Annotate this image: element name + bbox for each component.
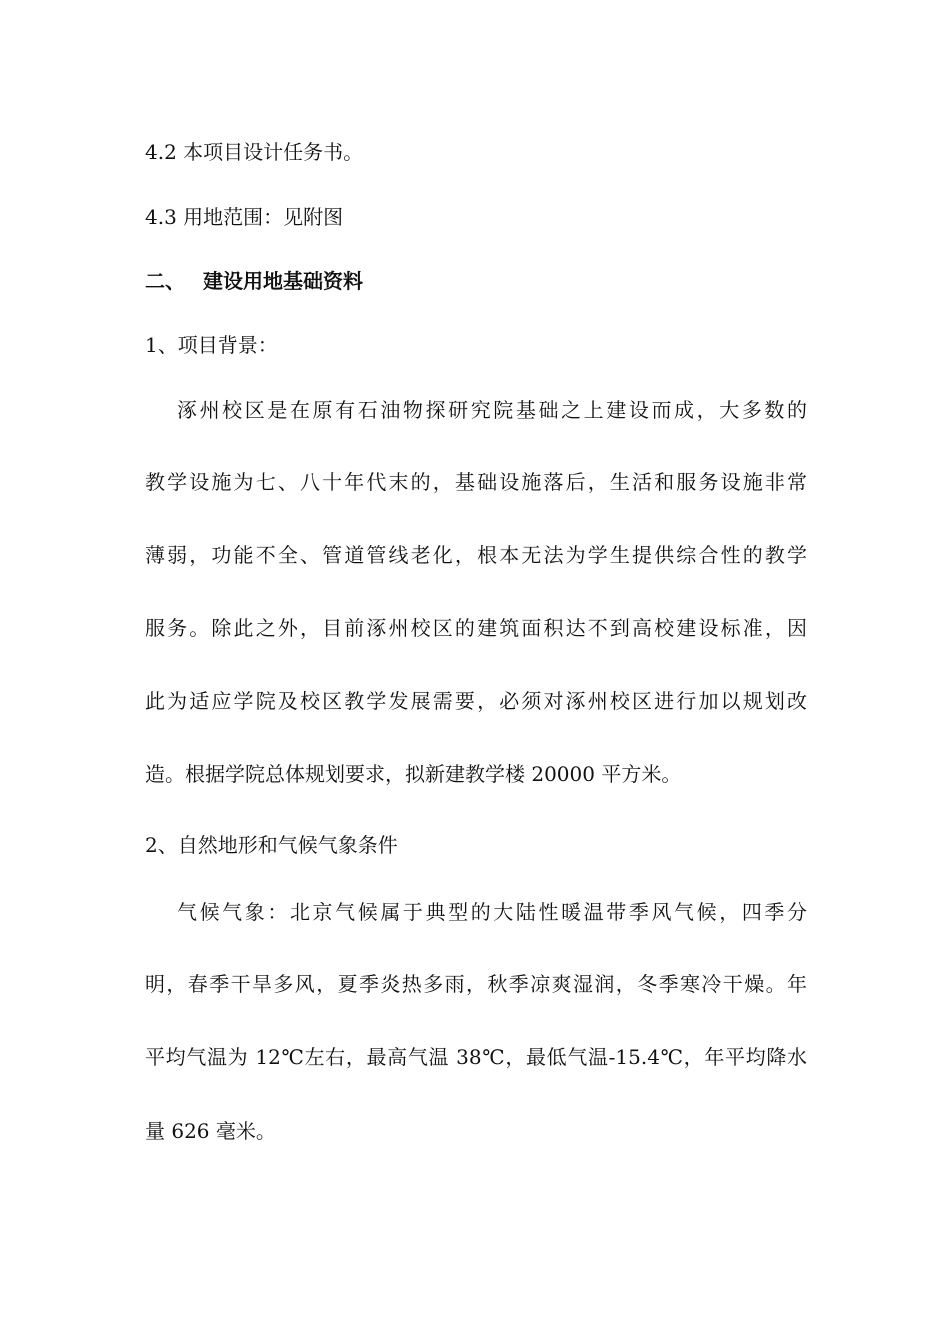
paragraph-line: 气候气象：北京气候属于典型的大陆性暖温带季风气候，四季分 — [177, 900, 807, 924]
paragraph-line: 明，春季干旱多风，夏季炎热多雨，秋季凉爽湿润，冬季寒冷干燥。年 — [145, 972, 807, 996]
paragraph-line: 平均气温为 12℃左右，最高气温 38℃，最低气温-15.4℃，年平均降水 — [145, 1045, 807, 1069]
paragraph-line: 教学设施为七、八十年代末的，基础设施落后，生活和服务设施非常 — [145, 470, 807, 494]
paragraph-line: 量 626 毫米。 — [145, 1119, 276, 1143]
section-number: 二、 — [145, 269, 185, 293]
item-4-2: 4.2 本项目设计任务书。 — [145, 140, 364, 164]
paragraph-line: 此为适应学院及校区教学发展需要，必须对涿州校区进行加以规划改 — [145, 689, 807, 713]
paragraph-line: 涿州校区是在原有石油物探研究院基础之上建设而成，大多数的 — [177, 398, 807, 422]
subheading-climate: 2、自然地形和气候气象条件 — [145, 833, 398, 857]
item-4-3: 4.3 用地范围：见附图 — [145, 205, 344, 229]
paragraph-line: 薄弱，功能不全、管道管线老化，根本无法为学生提供综合性的教学 — [145, 543, 807, 567]
paragraph-line: 服务。除此之外，目前涿州校区的建筑面积达不到高校建设标准，因 — [145, 616, 807, 640]
paragraph-line: 造。根据学院总体规划要求，拟新建教学楼 20000 平方米。 — [145, 762, 682, 786]
section-title: 建设用地基础资料 — [203, 269, 363, 293]
subheading-background: 1、项目背景： — [145, 333, 278, 357]
section-heading — [145, 267, 363, 295]
